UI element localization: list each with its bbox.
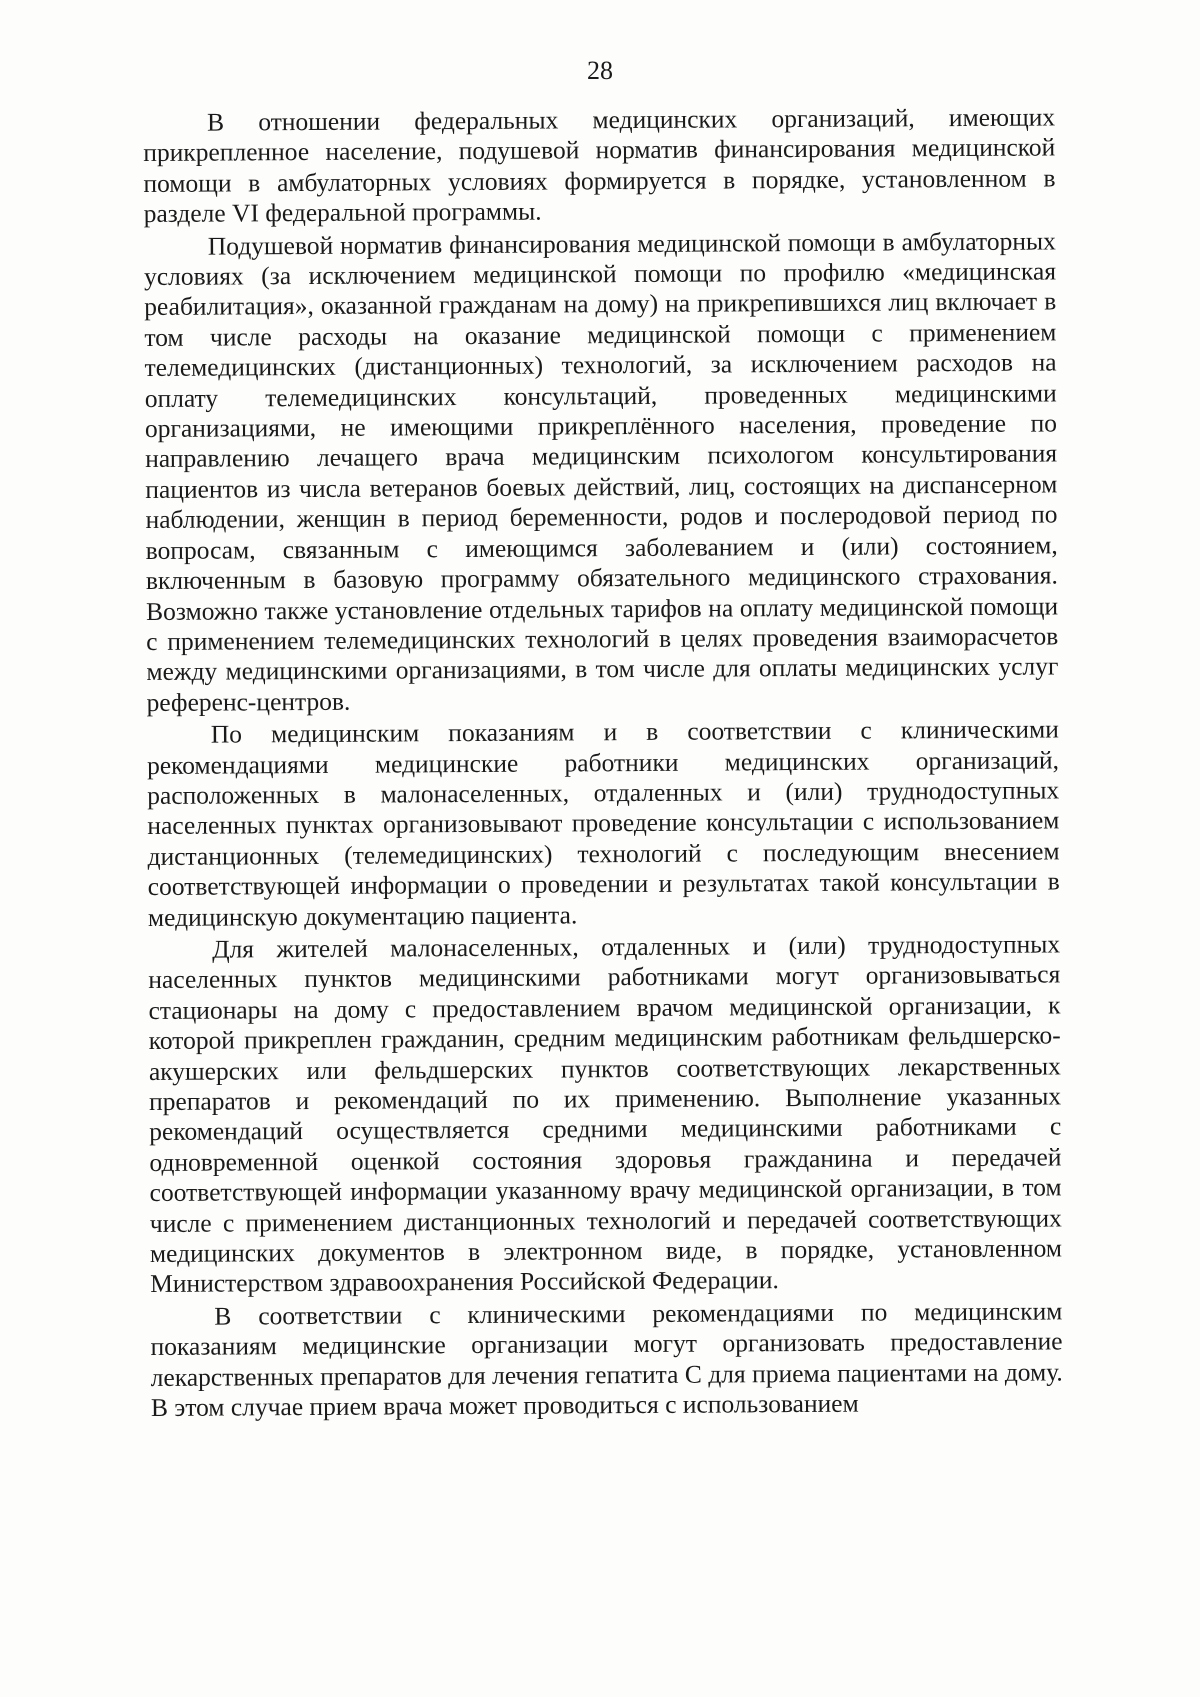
paragraph-per-capita-standard: Подушевой норматив финансирования медицинской помощи в амбулаторных условиях (за исключением медицинской помощи по профилю «медицинская реабилитация», оказанной гражданам на дому) на прикрепившихся лиц включает в том числе расходы на оказание медицинской помощи с применением телемедицинских (дистанционных) технологий, за исключением расходов на оплату телемедицинских консультаций, проведенных медицинскими организациями, не имеющими прикреплённого населения, проведение по направлению лечащего врача медицинским психологом консультирования пациентов из числа ветеранов боевых действий, лиц, состоящих на диспансерном наблюдении, женщин в период беременности, родов и послеродовой период по вопросам, связанным с имеющимся заболеванием и (или) состоянием, включенным в базовую программу обязательного медицинского страхования. Возможно также установление отдельных тарифов на оплату медицинской помощи с применением телемедицинских технологий в целях проведения взаиморасчетов между медицинскими организациями, в том числе для оплаты медицинских услуг референс-центров. bbox=[143, 226, 1059, 717]
paragraph-hepatitis-c: В соответствии с клиническими рекомендациями по медицинским показаниям медицинские организации могут организовать предоставление лекарственных препаратов для лечения гепатита С для приема пациентами на дому. В этом случае прием врача может проводиться с использованием bbox=[150, 1296, 1063, 1423]
document-body bbox=[143, 102, 1063, 1425]
page-number: 28 bbox=[587, 56, 613, 85]
paragraph-telemedicine-consultations: По медицинским показаниям и в соответствии с клиническими рекомендациями медицинские работники медицинских организаций, расположенных в малонаселенных, отдаленных и (или) труднодоступных населенных пунктах организовывают проведение консультации с использованием дистанционных (телемедицинских) технологий с последующим внесением соответствующей информации о проведении и результатах такой консультации в медицинскую документацию пациента. bbox=[146, 714, 1060, 932]
paragraph-federal-organizations: В отношении федеральных медицинских организаций, имеющих прикрепленное население, подушевой норматив финансирования медицинской помощи в амбулаторных условиях формируется в порядке, установленном в разделе VI федеральной программы. bbox=[143, 102, 1056, 229]
paragraph-home-hospitals: Для жителей малонаселенных, отдаленных и (или) труднодоступных населенных пунктов медицинскими работниками могут организовываться стационары на дому с предоставлением врачом медицинской организации, к которой прикреплен гражданин, средним медицинским работникам фельдшерско-акушерских или фельдшерских пунктов соответствующих лекарственных препаратов и рекомендаций по их применению. Выполнение указанных рекомендаций осуществляется средними медицинскими работниками с одновременной оценкой состояния здоровья гражданина и передачей соответствующей информации указанному врачу медицинской организации, в том числе с применением дистанционных технологий и передачей соответствующих медицинских документов в электронном виде, в порядке, установленном Министерством здравоохранения Российской Федерации. bbox=[148, 929, 1063, 1299]
